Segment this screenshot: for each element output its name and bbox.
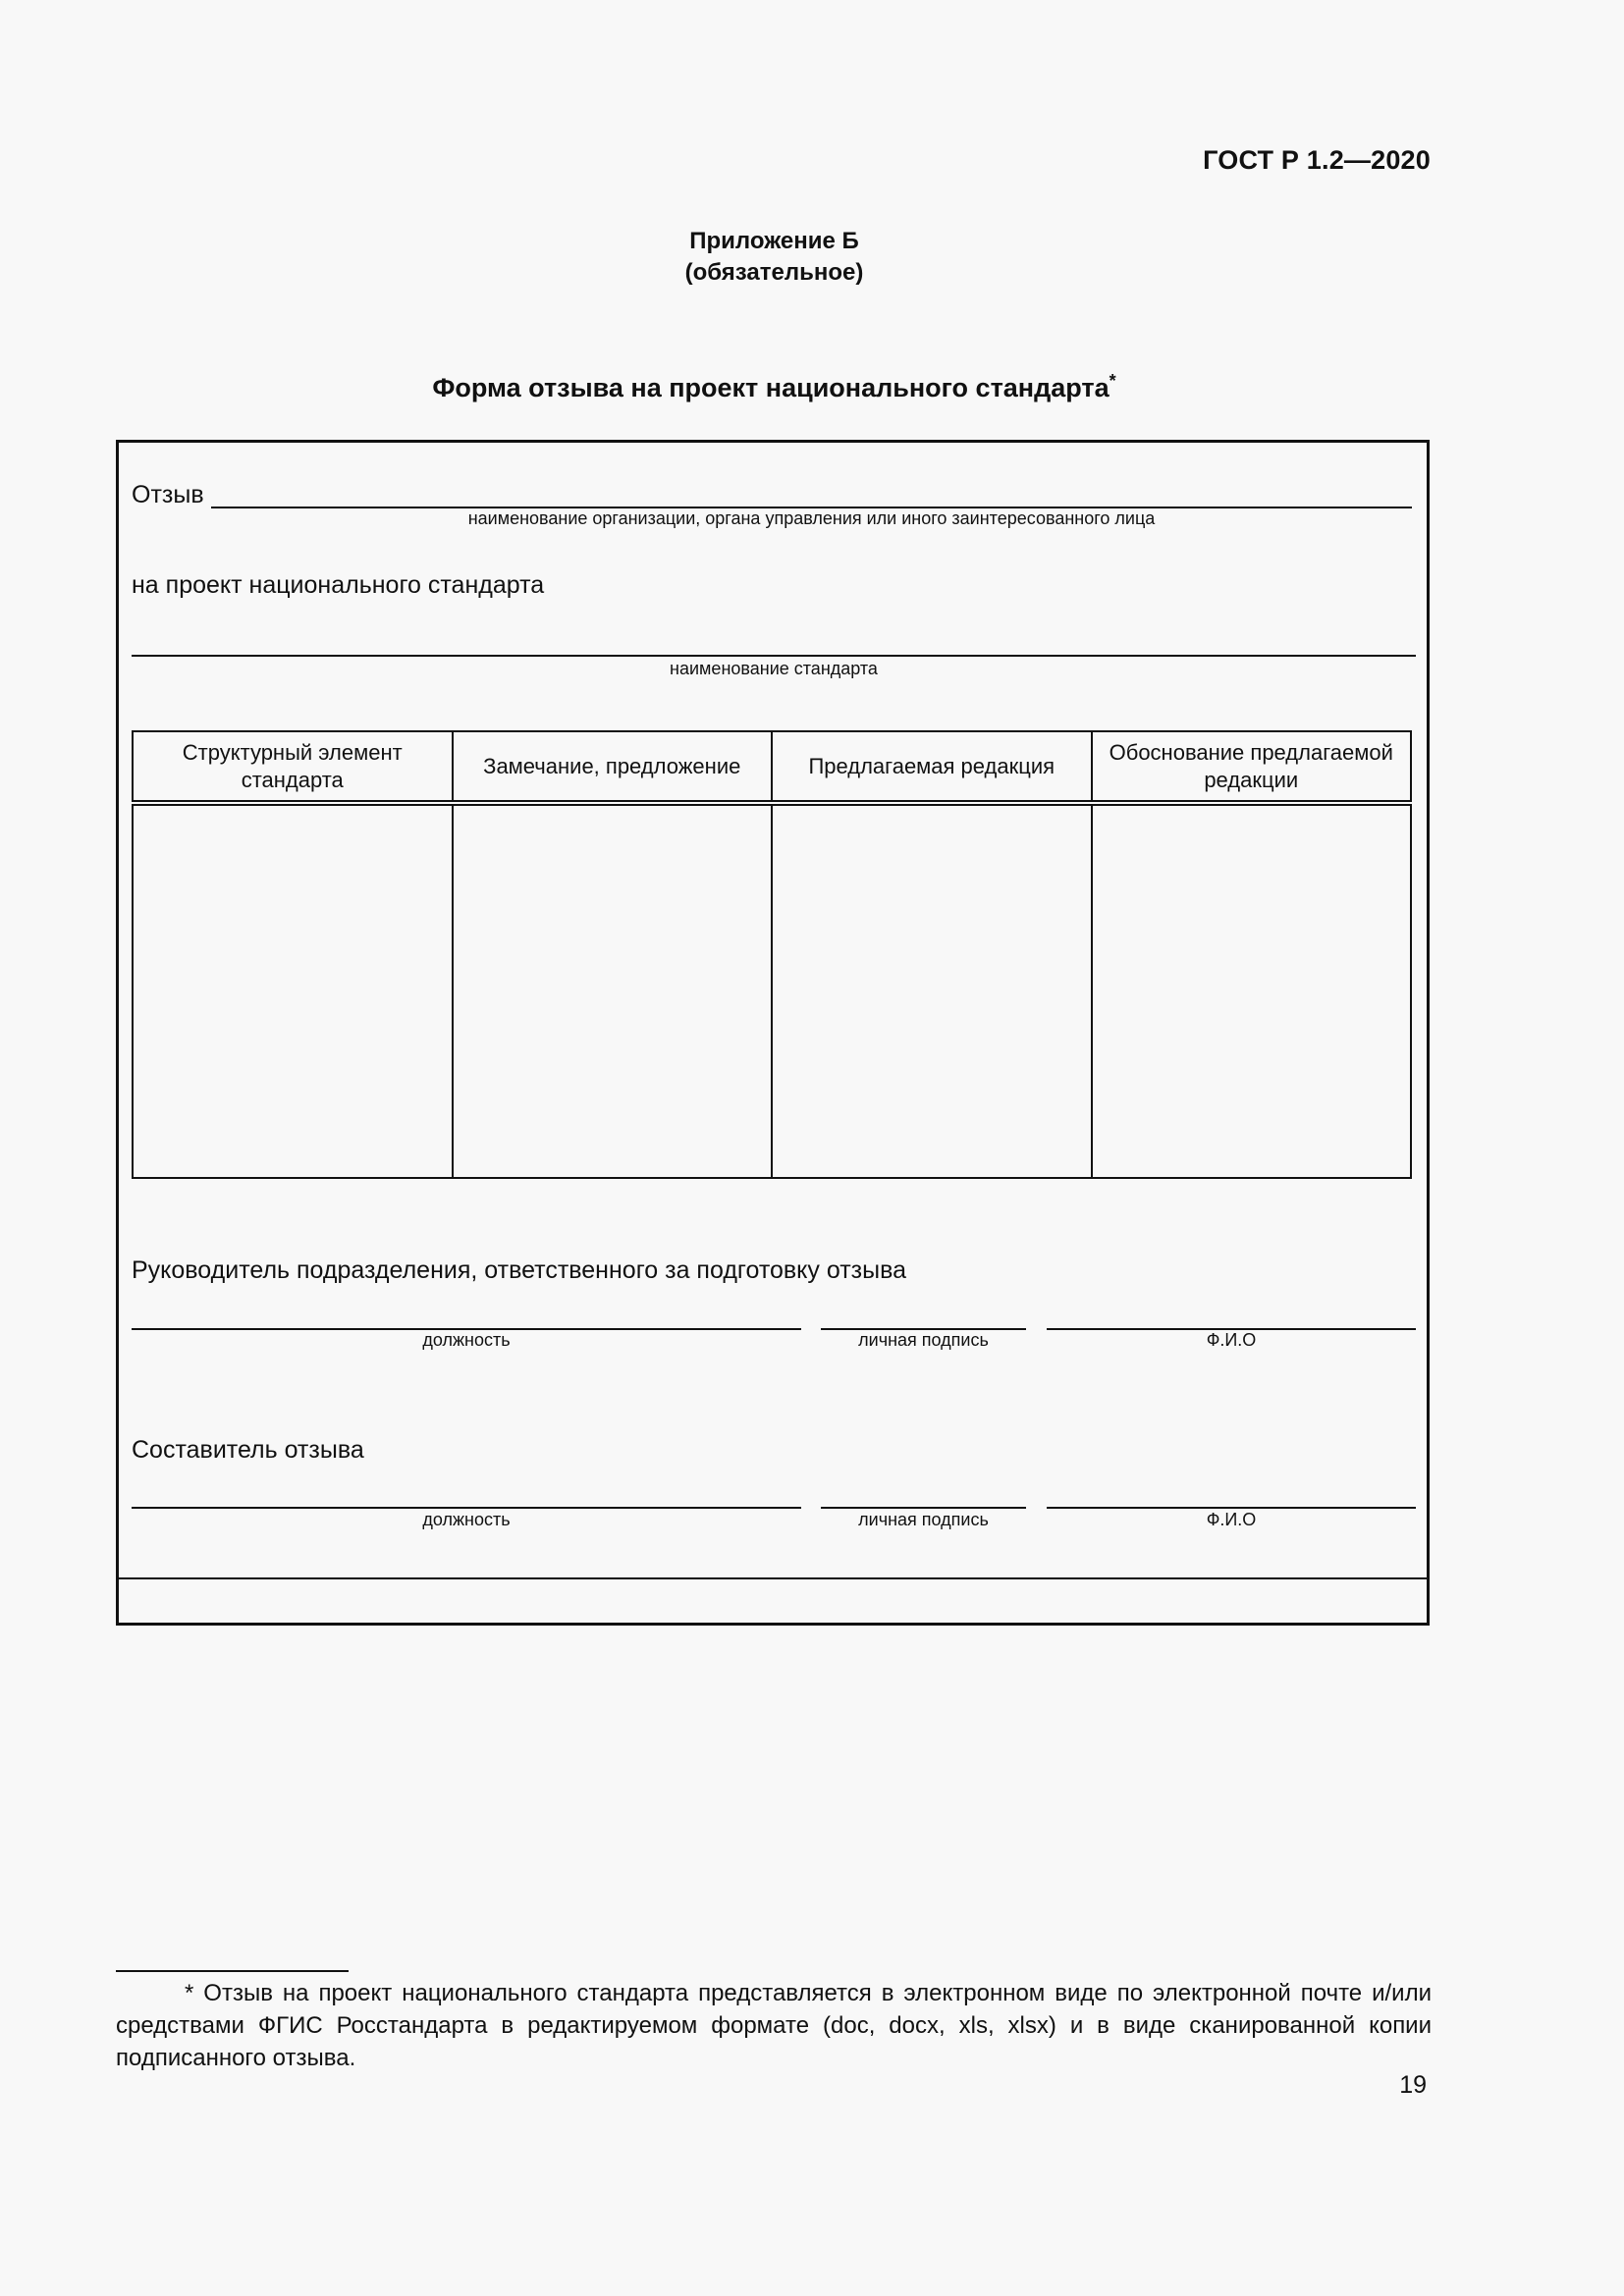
footnote: * Отзыв на проект национального стандарта представляется в электронном виде по электронной почте и/или средствами ФГИС Росстандарта в редактируемом формате (doc, docx, xls, xlsx) и в виде сканированной копии подписанного отзыва. [116, 1980, 1432, 2071]
form-title-text: Форма отзыва на проект национального стандарта [432, 373, 1110, 402]
standard-name-field[interactable] [132, 655, 1416, 657]
table-cell[interactable] [1092, 803, 1412, 1178]
page-number: 19 [1399, 2071, 1427, 2099]
appendix-title: Приложение Б [689, 228, 859, 254]
column-header: Обоснование предлагаемой редакции [1092, 731, 1412, 803]
table-row [133, 803, 1411, 1178]
remarks-table [132, 730, 1412, 1179]
footnote-mark: * [1109, 371, 1116, 391]
author-position-field[interactable] [132, 1507, 801, 1509]
project-label: на проект национального стандарта [132, 571, 545, 599]
author-label: Составитель отзыва [132, 1436, 364, 1464]
table-cell[interactable] [453, 803, 773, 1178]
author-name-caption: Ф.И.О [1206, 1510, 1257, 1529]
standard-caption: наименование стандарта [670, 659, 878, 678]
table-cell[interactable] [133, 803, 453, 1178]
form-title [0, 371, 1548, 403]
table-header-row [133, 731, 1411, 803]
author-position-caption: должность [422, 1510, 511, 1529]
author-signature-field[interactable] [821, 1507, 1026, 1509]
column-header: Предлагаемая редакция [772, 731, 1092, 803]
head-label: Руководитель подразделения, ответственного за подготовку отзыва [132, 1256, 906, 1284]
appendix-status: (обязательное) [684, 259, 864, 286]
review-label: Отзыв [132, 481, 204, 508]
column-header: Замечание, предложение [453, 731, 773, 803]
head-position-caption: должность [422, 1330, 511, 1350]
standard-code: ГОСТ Р 1.2—2020 [1203, 145, 1431, 175]
head-name-caption: Ф.И.О [1206, 1330, 1257, 1350]
form-bottom-rule [116, 1577, 1430, 1579]
author-signature-caption: личная подпись [858, 1510, 989, 1529]
footnote-rule [116, 1970, 349, 1972]
table-cell[interactable] [772, 803, 1092, 1178]
column-header: Структурный элемент стандарта [133, 731, 453, 803]
author-name-field[interactable] [1047, 1507, 1416, 1509]
organization-caption: наименование организации, органа управления или иного заинтересованного лица [467, 508, 1156, 528]
head-signature-caption: личная подпись [858, 1330, 989, 1350]
